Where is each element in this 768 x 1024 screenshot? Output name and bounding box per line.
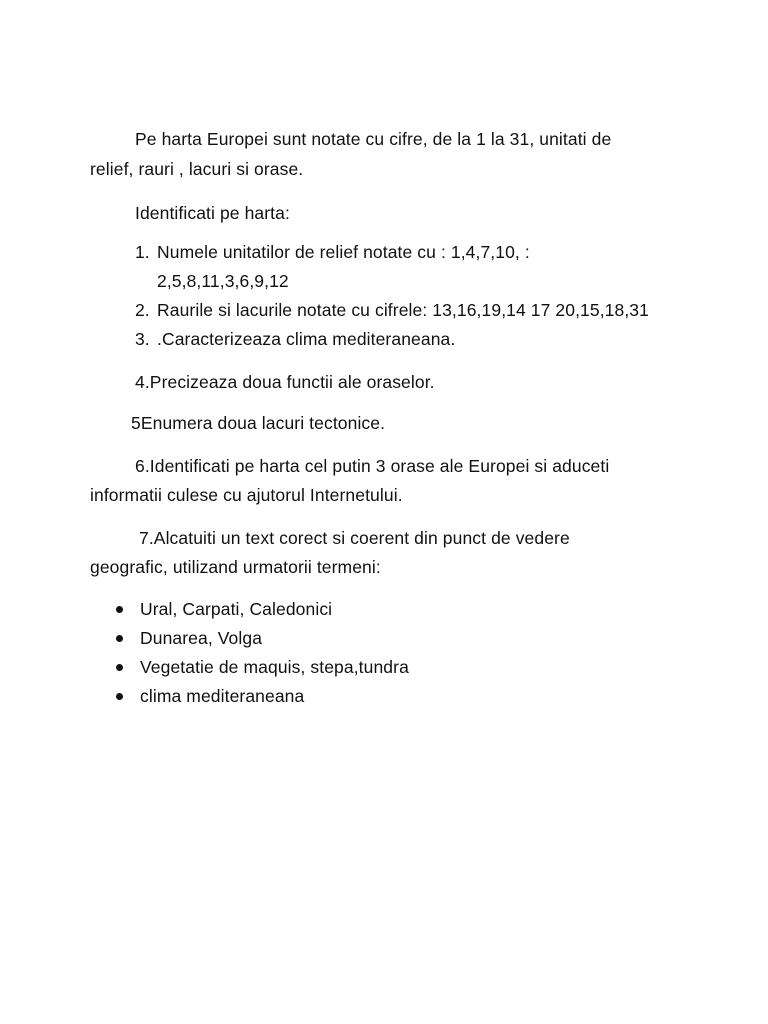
bullet-icon (116, 664, 123, 671)
task-5: 5Enumera doua lacuri tectonice. (131, 413, 386, 433)
bullet-icon (116, 606, 123, 613)
bullet-text: Vegetatie de maquis, stepa,tundra (140, 657, 409, 677)
bullet-text: clima mediteraneana (140, 686, 305, 706)
bullet-text: Ural, Carpati, Caledonici (140, 599, 333, 619)
bullet-text: Dunarea, Volga (140, 628, 263, 648)
task-7-line-1: 7.Alcatuiti un text corect si coerent din punct de vedere (139, 528, 570, 548)
task-7-line-2: geografic, utilizand urmatorii termeni: (90, 557, 381, 577)
list-item-number: 3. (135, 329, 150, 349)
list-item-number: 2. (135, 300, 150, 320)
intro-line-1: Pe harta Europei sunt notate cu cifre, de la 1 la 31, unitati de (135, 129, 612, 149)
list-item-text: .Caracterizeaza clima mediteraneana. (157, 329, 456, 349)
task-4: 4.Precizeaza doua functii ale oraselor. (135, 372, 435, 392)
intro-line-2: relief, rauri , lacuri si orase. (90, 159, 304, 179)
instructions-heading: Identificati pe harta: (135, 203, 290, 223)
list-item-text: Numele unitatilor de relief notate cu : 1,4,7,10, : (157, 242, 530, 262)
bullet-icon (116, 693, 123, 700)
task-6-line-1: 6.Identificati pe harta cel putin 3 orase ale Europei si aduceti (135, 456, 610, 476)
list-item-text: Raurile si lacurile notate cu cifrele: 13,16,19,14 17 20,15,18,31 (157, 300, 649, 320)
task-6-line-2: informatii culese cu ajutorul Internetului. (90, 485, 403, 505)
list-item-number: 1. (135, 242, 150, 262)
bullet-icon (116, 635, 123, 642)
list-item-text-continued: 2,5,8,11,3,6,9,12 (157, 271, 289, 291)
